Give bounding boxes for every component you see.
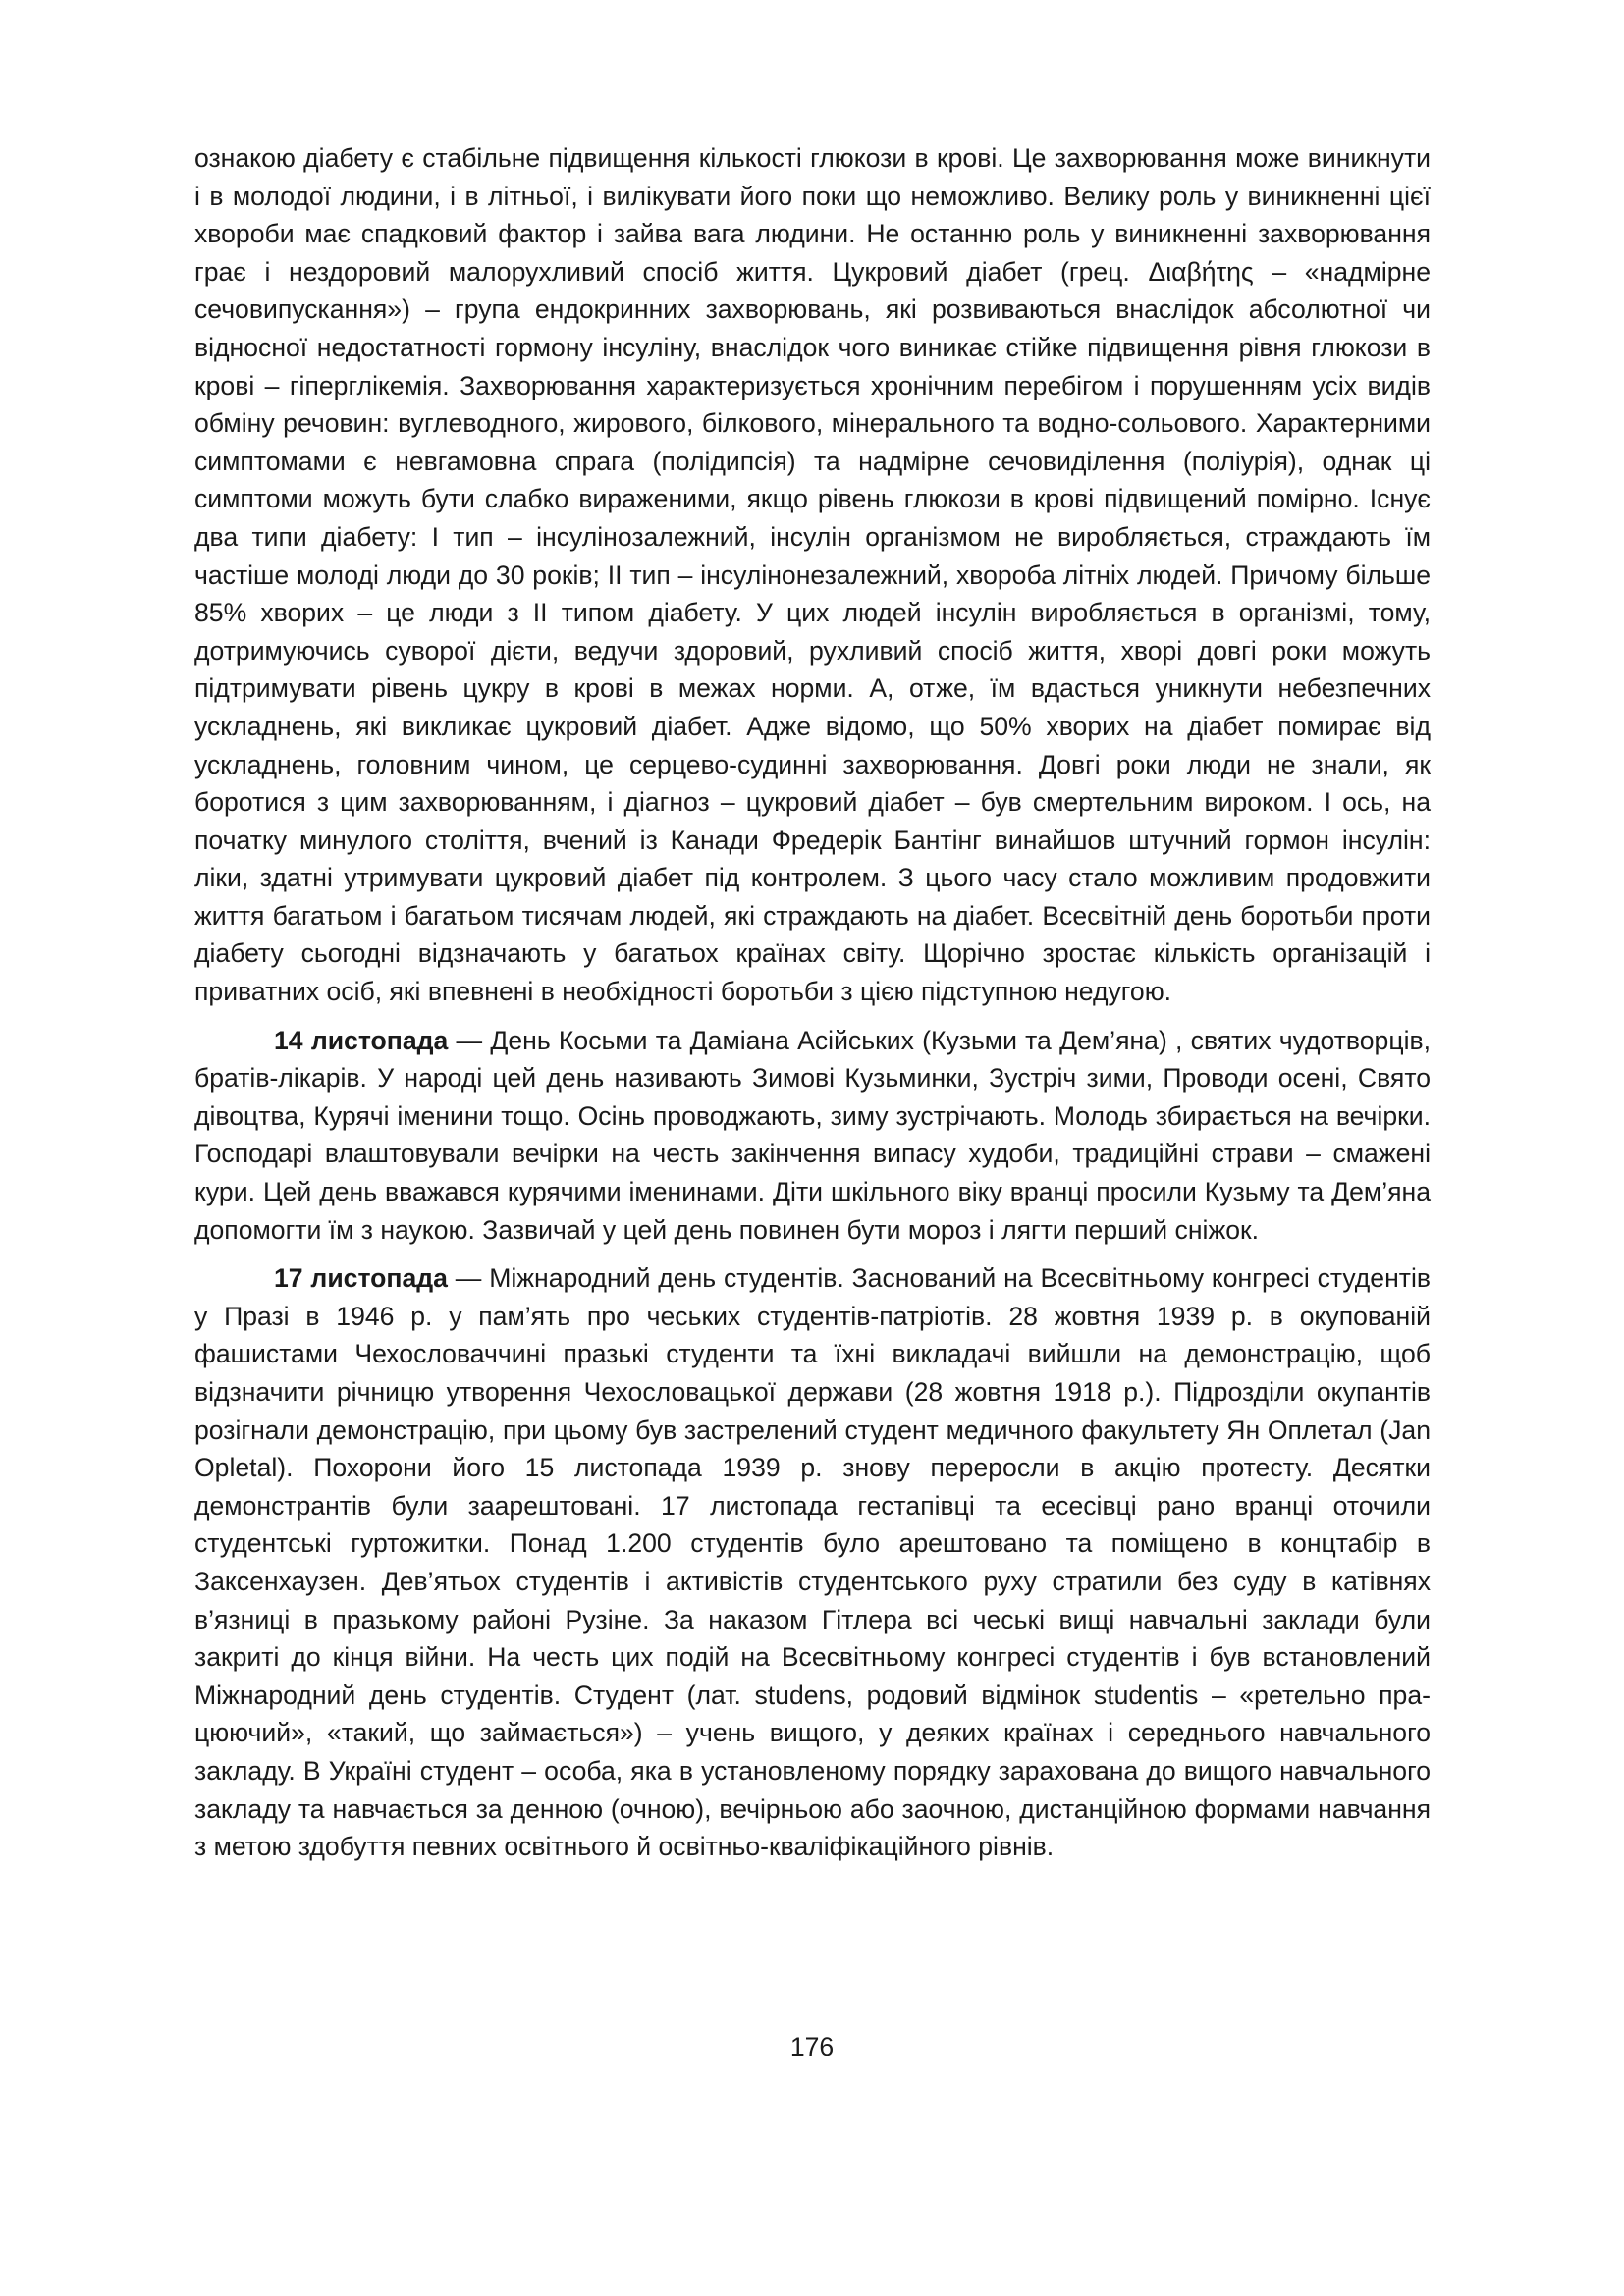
page-number: 176 [789, 2032, 835, 2061]
entry-text-november-14: — День Косьми та Даміана Асійських (Кузьми та Дем’яна) , святих чудотворців, братів-лікарів. У народі цей день називають Зимові Кузьминки, Зустріч зими, Проводи осені, Свято дівоцтва, Курячі іменини тощо. Осінь проводжають, зиму зустрічають. Молодь збирається на вечірки. Господарі влаштовували вечірки на честь закінчення випасу худоби, традиційні страви – смажені кури. Цей день вважався курячими іменинами. Діти шкільного віку вранці просили Кузьму та Дем’яна допомогти їм з наукою. Зазвичай у цей день повинен бути мороз і лягти перший сніжок. [194, 1025, 1431, 1245]
entry-date-november-17: 17 листопада [274, 1263, 448, 1294]
paragraph-november-17 [194, 1259, 1431, 1866]
document-body [194, 139, 1431, 1877]
paragraph-november-14 [194, 1022, 1431, 1250]
paragraph-diabetes-continuation: ознакою діабету є стабільне підвищення кількості глюкози в крові. Це захворювання може виникнути і в молодої людини, і в літньої, і вилікувати його поки що неможливо. Велику роль у виникненні цієї хвороби має спадковий фактор і зайва вага людини. Не останню роль у виникненні захворювання грає і нездоровий малорухливий спосіб життя. Цукровий діабет (грец. Διαβήτης – «надмірне сечовипускання») – група ендокринних захворювань, які розвиваються внаслідок абсолютної чи відносної недостатності гормону інсуліну, внаслідок чого виникає стійке підвищення рівня глюкози в крові – гіперглікемія. Захворювання характеризується хронічним перебігом і порушенням усіх видів обміну речовин: вуглеводного, жирового, білкового, мінерального та водно-сольового. Характерними симптомами є невгамовна спрага (полідипсія) та надмірне сечовиділення (поліурія), однак ці симптоми можуть бути слабко вираженими, якщо рівень глюкози в крові підвищений помірно. Існує два типи діабету: І тип – інсулінозалежний, інсулін організмом не виробляється, страждають їм частіше молоді люди до 30 років; ІІ тип – інсулінонезалежний, хвороба літніх людей. Причому більше 85% хворих – це люди з ІІ типом діабету. У цих людей інсулін виробляється в організмі, тому, дотримуючись суворої дієти, ведучи здоровий, рухливий спосіб життя, хворі довгі роки можуть підтримувати рівень цукру в крові в межах норми. А, отже, їм вдасться уникнути небезпечних ускладнень, які викликає цукровий діабет. Адже відомо, що 50% хворих на діабет помирає від ускладнень, головним чином, це серцево-судинні захворювання. Довгі роки люди не знали, як боротися з цим захворюванням, і діагноз – цукровий діабет – був смертельним вироком. І ось, на початку минулого століття, вчений із Канади Фредерік Бантінг винайшов штучний гормон інсулін: ліки, здатні утримувати цукровий діабет під контролем. З цього часу стало можливим продовжити життя багатьом і багатьом тисячам людей, які страждають на діабет. Всесвітній день боротьби проти діабету сьогодні відзначають у багатьох країнах світу. Щорічно зростає кількість організацій і приватних осіб, які впевнені в необхідності боротьби з цією підступною недугою. [194, 143, 1431, 1007]
entry-text-november-17: — Міжнародний день студентів. Заснований на Всесвітньому конгресі студентів у Празі в 1946 р. у пам’ять про чеських студентів-патріотів. 28 жовтня 1939 р. в окупованій фашистами Чехословаччині празькі студенти та їхні викладачі вийшли на демонстрацію, щоб відзначити річницю утворення Чехословацької держави (28 жовтня 1918 р.). Підрозділи окупантів розігнали демонстрацію, при цьому був застрелений студент медичного факультету Ян Оплетал (Jan Opletal). Похорони його 15 листопада 1939 р. знову переросли в акцію протесту. Десятки демонстрантів були заарештовані. 17 листопада гестапівці та есесівці рано вранці оточили студентські гуртожитки. Понад 1.200 студентів було арештовано та поміщено в концтабір в Заксенхаузен. Дев’ятьох студентів і активістів студентського руху стратили без суду в катівнях в’язниці в празькому районі Рузіне. За наказом Гітлера всі чеські вищі навчальні заклади були закриті до кінця війни. На честь цих подій на Всесвітньому конгресі студентів і був встановлений Міжнародний день студентів. Студент (лат. studens, родовий відмінок studentis – «ретельно працюючий», «такий, що займається») – учень вищого, у деяких країнах і середнього навчального закладу. В Україні студент – особа, яка в установленому порядку зарахована до вищого навчального закладу та навчається за денною (очною), вечірньою або заочною, дистанційною формами навчання з метою здобуття певних освітнього й освітньо-кваліфікаційного рівнів. [194, 1263, 1431, 1862]
entry-date-november-14: 14 листопада [274, 1025, 449, 1055]
